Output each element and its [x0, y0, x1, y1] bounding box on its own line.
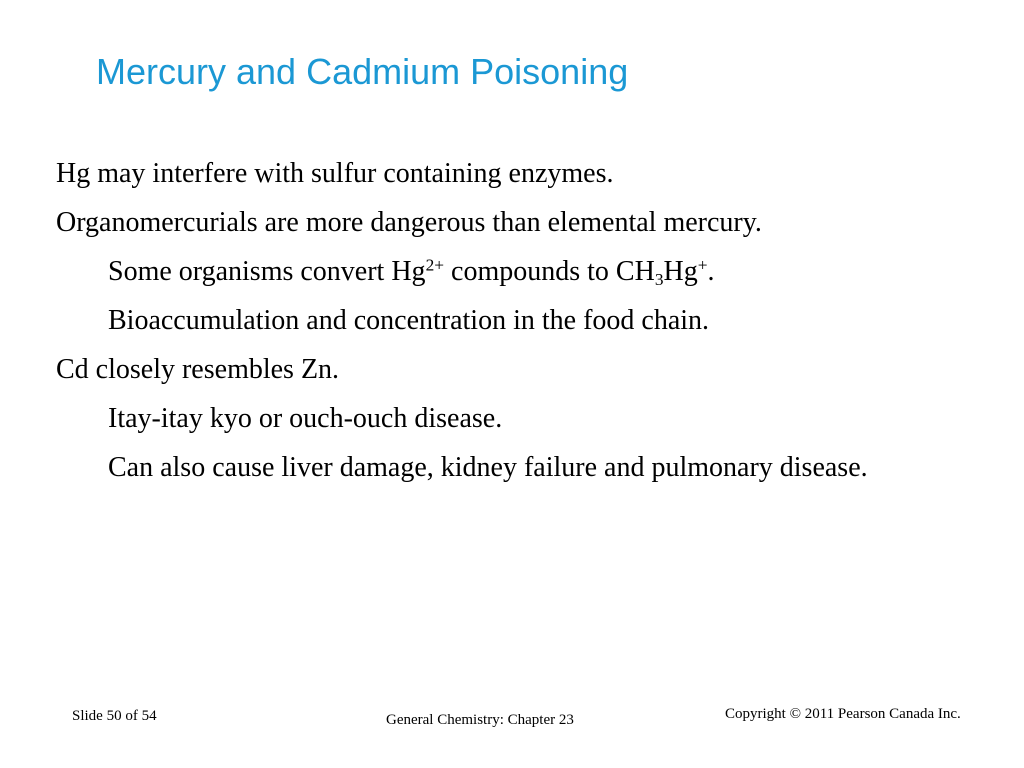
bullet-hg-enzymes: Hg may interfere with sulfur containing enzymes. [56, 158, 614, 189]
ch3-subscript: 3 [654, 270, 664, 290]
methylmercury-charge: + [697, 255, 708, 275]
slide-body [56, 154, 956, 497]
slide-title: Mercury and Cadmium Poisoning [96, 51, 629, 92]
sub-bullet-bioaccumulation: Bioaccumulation and concentration in the food chain. [108, 305, 710, 336]
sub-bullet-itai-itai: Itay-itay kyo or ouch-ouch disease. [108, 403, 503, 434]
conversion-text-a: Some organisms convert Hg [108, 256, 426, 287]
conversion-text-b: compounds to CH [444, 256, 655, 287]
conversion-text-d: . [707, 256, 715, 287]
conversion-text-c: Hg [663, 256, 698, 287]
bullet-organomercurials: Organomercurials are more dangerous than elemental mercury. [56, 207, 762, 238]
course-label: General Chemistry: Chapter 23 [386, 712, 574, 728]
hg-charge: 2+ [425, 255, 445, 275]
copyright-notice: Copyright © 2011 Pearson Canada Inc. [725, 706, 961, 722]
bullet-cadmium-zinc: Cd closely resembles Zn. [56, 354, 340, 385]
sub-bullet-conversion [56, 252, 956, 292]
slide-number: Slide 50 of 54 [72, 708, 157, 724]
sub-bullet-damage: Can also cause liver damage, kidney failure and pulmonary disease. [108, 452, 868, 483]
